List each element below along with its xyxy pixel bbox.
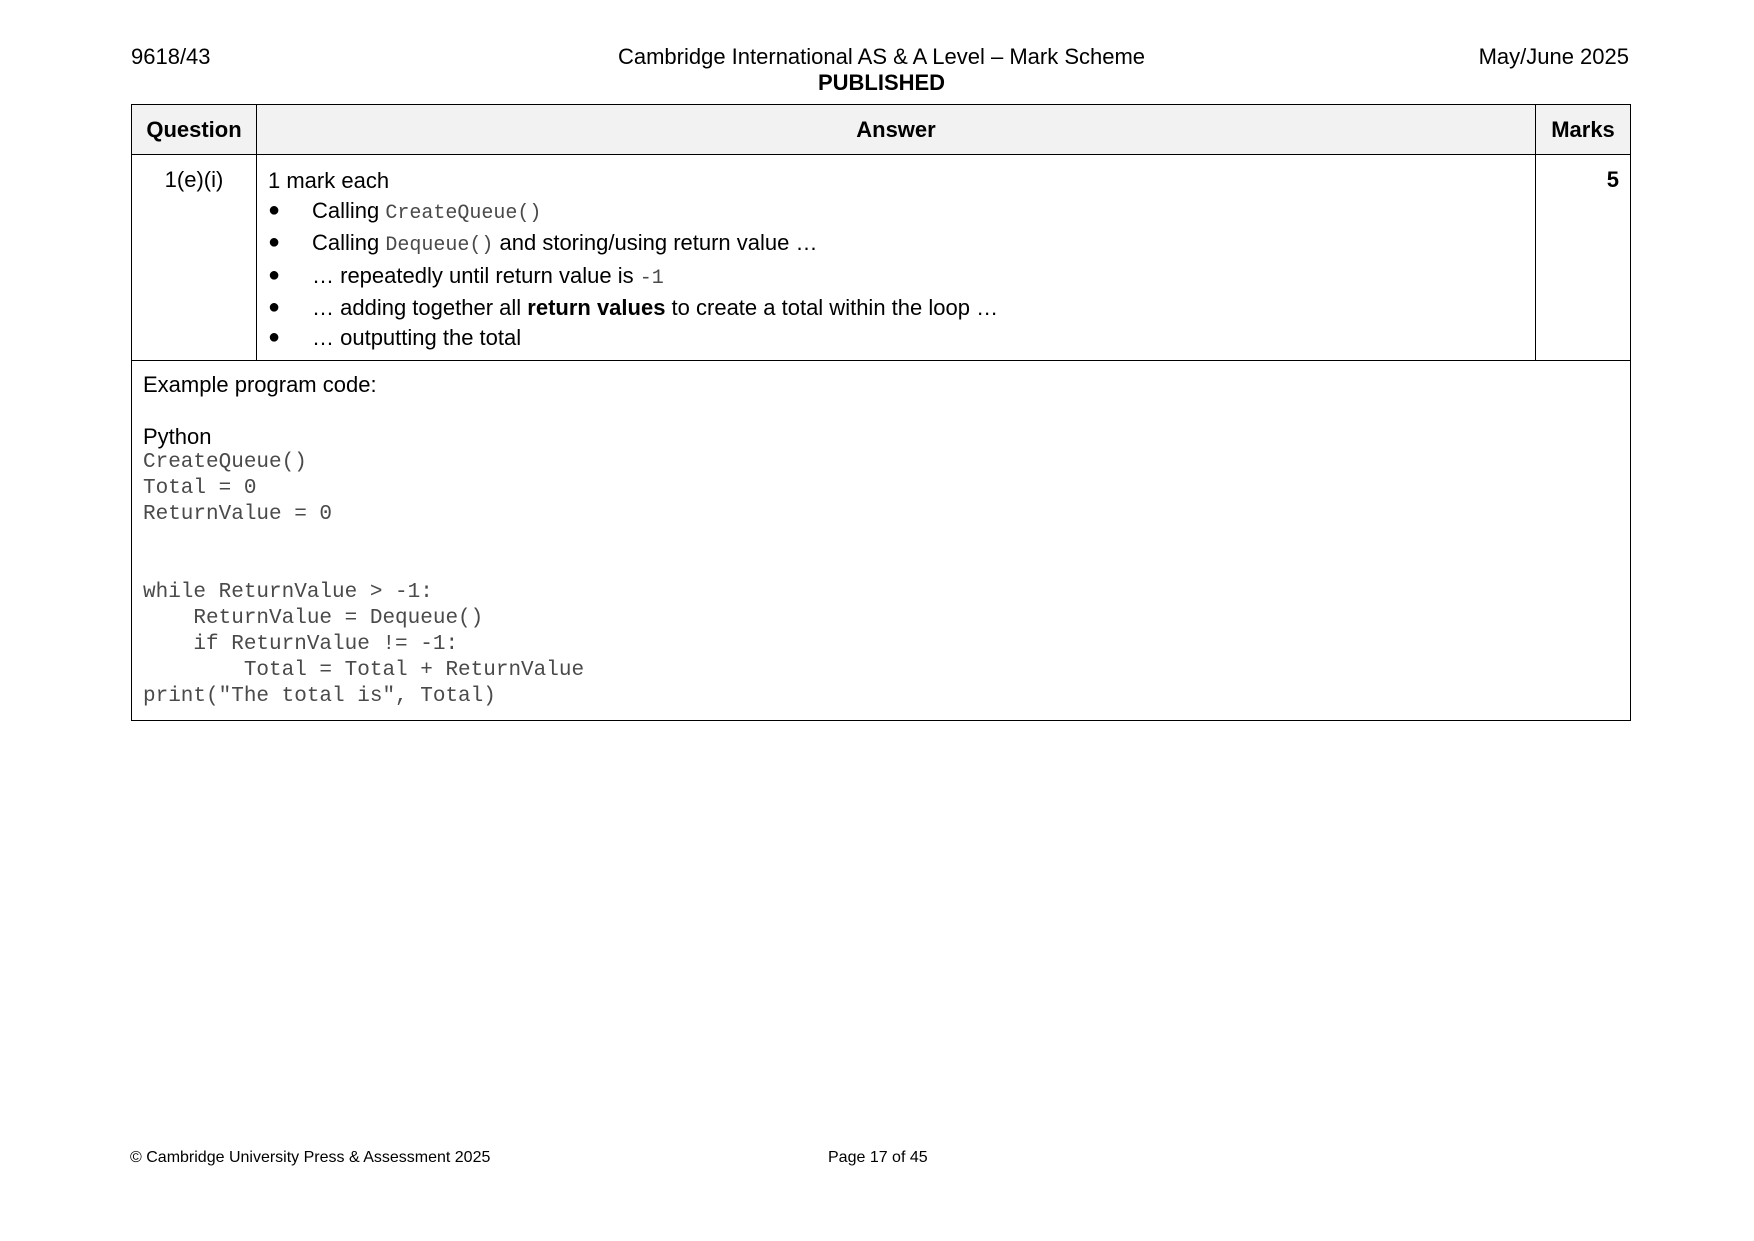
question-number: 1(e)(i) [132,155,257,361]
copyright-notice: © Cambridge University Press & Assessment 2025 [130,1149,491,1166]
example-cell [132,361,1631,721]
document-title: Cambridge International AS & A Level – Mark Scheme [617,44,1146,69]
marking-point: ● Calling Dequeue() and storing/using return value … [268,230,818,257]
marking-point: ● Calling CreateQueue() [268,197,542,225]
bullet-icon: ● [268,263,281,286]
inline-code: Dequeue() [385,234,494,257]
question-column-header: Question [132,105,257,155]
inline-code: CreateQueue() [385,201,542,225]
answer-cell [257,155,1536,361]
exam-session: May/June 2025 [1478,44,1629,69]
example-row [132,361,1631,721]
marking-intro: 1 mark each [268,168,390,193]
marks-value: 5 [1536,155,1631,361]
bullet-icon: ● [268,296,281,318]
example-heading: Example program code: [143,372,377,397]
table-header-row [132,105,1631,155]
bullet-icon: ● [268,325,281,348]
bullet-icon: ● [268,198,281,221]
marking-point: ● … repeatedly until return value is -1 [268,262,664,290]
table-row [132,155,1631,361]
code-block: CreateQueue() Total = 0 ReturnValue = 0 while ReturnValue > -1: ReturnValue = Dequeue() if ReturnValue != -1: Total = Total + ReturnValue print("The total is", Total) [143,451,585,708]
mark-scheme-table [131,104,1631,721]
paper-code: 9618/43 [131,44,211,69]
inline-code: -1 [639,266,664,290]
marks-column-header: Marks [1536,105,1631,155]
marking-point: ● … outputting the total [268,323,1525,353]
language-label: Python [143,424,212,449]
answer-column-header: Answer [257,105,1536,155]
bullet-icon: ● [268,231,281,253]
page-number: Page 17 of 45 [828,1149,928,1166]
marking-point: ● … adding together all return values to create a total within the loop … [268,293,1525,323]
emphasis-text: return values [527,295,666,320]
marking-points-list [268,196,1525,353]
publication-status: PUBLISHED [817,70,946,95]
